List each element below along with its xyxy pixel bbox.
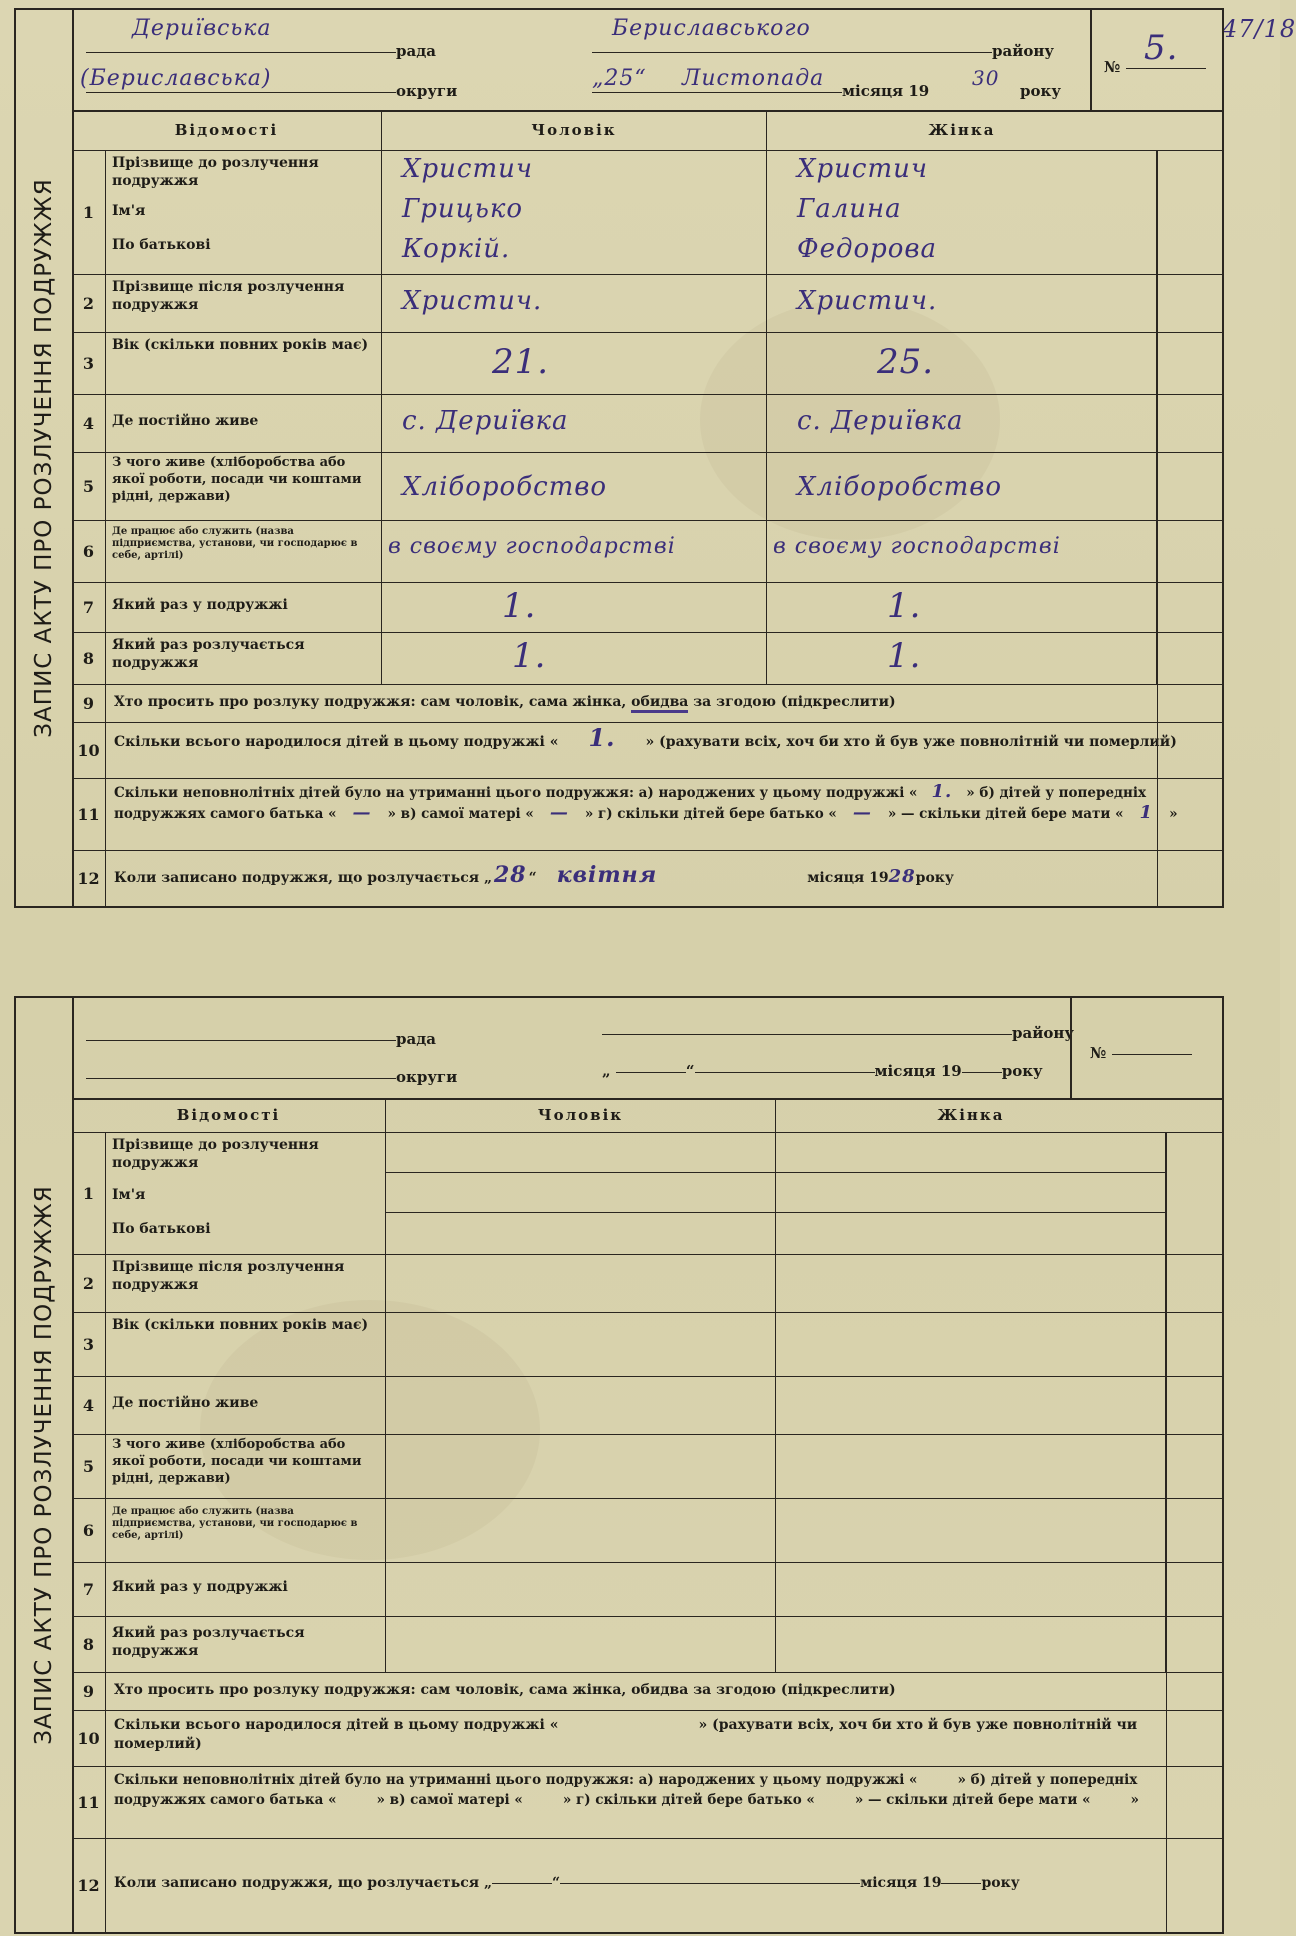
- q11-text-b: » б) дітей у попередніх подружжях самого батька «: [114, 785, 1147, 822]
- man-value: с. Дериївка: [402, 406, 569, 436]
- q11-value-d: —: [852, 802, 872, 823]
- form-header: [72, 10, 1222, 112]
- row-question: Який раз у подружжі: [106, 582, 382, 632]
- woman-cell: [776, 1434, 1166, 1498]
- archive-page-number: 47/18: [1222, 15, 1296, 43]
- q11-value-b: —: [352, 802, 372, 823]
- woman-cell: [776, 1616, 1166, 1672]
- man-cell: [386, 1562, 776, 1616]
- woman-cell: [767, 332, 1157, 394]
- woman-cell: [776, 1376, 1166, 1434]
- table-row: [72, 150, 1222, 275]
- q11-text-e: » — скільки дітей бере мати «: [854, 1792, 1091, 1808]
- column-header-man: Чоловік: [382, 110, 767, 150]
- man-surname: Христич: [402, 154, 534, 184]
- q9-underlined-answer: обидва: [631, 694, 688, 713]
- row-question: Який раз розлучається подружжя: [106, 632, 382, 684]
- q12-month-label: місяця 19: [807, 870, 889, 886]
- rada-label: рада: [396, 42, 436, 60]
- woman-cell: [776, 1312, 1166, 1376]
- woman-value: 1.: [887, 586, 922, 626]
- row-question: Вік (скільки повних років має): [106, 332, 382, 394]
- woman-value: с. Дериївка: [797, 406, 964, 436]
- row-number: 11: [72, 778, 106, 850]
- form-side-title: ЗАПИС АКТУ ПРО РОЗЛУЧЕННЯ ПОДРУЖЖЯ: [31, 178, 57, 738]
- record-number-box: [1090, 10, 1222, 110]
- table-row: [72, 452, 1222, 521]
- okrugy-label: округи: [396, 82, 458, 100]
- row-question: З чого живе (хліборобства або якої роботи, посади чи коштами рідні, держави): [106, 452, 382, 520]
- row-number: 9: [72, 1672, 106, 1710]
- column-header-woman: Жінка: [928, 121, 996, 139]
- row-number: 6: [72, 1498, 106, 1562]
- column-header-man: Чоловік: [386, 1098, 776, 1132]
- man-value: Хліборобство: [402, 472, 608, 502]
- column-header-woman: Жінка: [937, 1106, 1005, 1124]
- q11-text-d: » г) скільки дітей бере батько «: [584, 806, 837, 822]
- man-cell: [386, 1132, 776, 1254]
- table-row: [72, 1376, 1222, 1435]
- man-patronymic: Коркій.: [402, 234, 511, 264]
- man-first-name: Грицько: [402, 194, 524, 224]
- man-value: 1.: [512, 636, 547, 676]
- row-number: 9: [72, 684, 106, 722]
- column-header-row: [72, 1098, 1222, 1133]
- q12-quote: “: [528, 870, 537, 886]
- man-value: в своєму господарстві: [388, 534, 676, 559]
- table-row: [72, 1498, 1222, 1563]
- q11-text-b: » б) дітей у попередніх подружжях самого батька «: [114, 1772, 1138, 1808]
- row-question: З чого живе (хліборобства або якої роботи, посади чи коштами рідні, держави): [106, 1434, 386, 1498]
- row-question: [106, 684, 1222, 722]
- divorce-record-form-filled: [14, 8, 1224, 908]
- q10-text-end: » (рахувати всіх, хоч би хто й був уже повнолітній чи померлий): [645, 734, 1177, 750]
- table-row: [72, 1616, 1222, 1673]
- woman-cell: [767, 394, 1157, 452]
- roku-label: року: [1020, 82, 1061, 100]
- row-number: 6: [72, 520, 106, 582]
- q9-text: Хто просить про розлуку подружжя: сам чоловік, сама жінка,: [114, 694, 632, 710]
- q12-text: Коли записано подружжя, що розлучається „: [114, 1875, 492, 1891]
- column-header-row: [72, 110, 1222, 151]
- row-question: Який раз розлучається подружжя: [106, 1616, 386, 1672]
- table-row: [72, 632, 1222, 685]
- row-number: 3: [72, 332, 106, 394]
- row-number: 4: [72, 394, 106, 452]
- record-day-value: 28: [494, 862, 527, 888]
- row-number: 8: [72, 632, 106, 684]
- man-cell: [382, 452, 767, 520]
- table-row: [72, 274, 1222, 333]
- q9-text-end: за згодою (підкреслити): [688, 694, 896, 710]
- row-number: 3: [72, 1312, 106, 1376]
- row-question: [106, 778, 1222, 850]
- q12-year-label: року: [915, 870, 954, 886]
- raion-value: Бериславського: [612, 16, 811, 41]
- record-number-box: [1070, 998, 1222, 1098]
- table-row: [72, 582, 1222, 633]
- row-number: 11: [72, 1766, 106, 1838]
- table-row: [72, 850, 1222, 906]
- woman-cell: [776, 1254, 1166, 1312]
- man-value: 1.: [502, 586, 537, 626]
- row-question: [106, 1710, 1222, 1766]
- man-cell: [382, 394, 767, 452]
- quote-open: „: [602, 1062, 611, 1080]
- row-question: Де працює або служить (назва підприємства, установи, чи господарює в себе, артілі): [106, 520, 382, 582]
- row-number: 2: [72, 1254, 106, 1312]
- man-value: 21.: [492, 342, 550, 382]
- q11-value-e: 1: [1139, 802, 1154, 823]
- raionu-label: району: [1012, 1024, 1074, 1042]
- woman-cell: [767, 520, 1157, 582]
- number-label: №: [1090, 1044, 1107, 1062]
- woman-value: 1.: [887, 636, 922, 676]
- day-value: „25“: [592, 66, 647, 91]
- row-number: 5: [72, 452, 106, 520]
- q9-text: Хто просить про розлуку подружжя: сам чоловік, сама жінка, обидва за згодою (підкреслити): [114, 1682, 896, 1698]
- okrugy-value: (Бериславська): [80, 66, 272, 91]
- man-cell: [382, 274, 767, 332]
- row-question: Де працює або служить (назва підприємства, установи, чи господарює в себе, артілі): [106, 1498, 386, 1562]
- woman-surname: Христич: [797, 154, 929, 184]
- right-margin-line: [1157, 150, 1158, 906]
- q11-text-e: » — скільки дітей бере мати «: [887, 806, 1124, 822]
- table-row: [72, 778, 1222, 851]
- record-year-value: 28: [888, 866, 916, 887]
- q11-text-a: Скільки неповнолітніх дітей було на утриманні цього подружжя: а) народжених у цьому подружжі «: [114, 1772, 918, 1788]
- woman-cell: [767, 150, 1157, 274]
- patronymic-label: По батькові: [112, 1221, 211, 1237]
- form-side-strip: [16, 998, 74, 1932]
- man-cell: [386, 1616, 776, 1672]
- man-cell: [386, 1376, 776, 1434]
- table-row: [72, 684, 1222, 723]
- number-label: №: [1104, 58, 1121, 76]
- row-number: 10: [72, 1710, 106, 1766]
- table-row: [72, 1132, 1222, 1255]
- row-question: Де постійно живе: [106, 1376, 386, 1434]
- row-question: [106, 150, 382, 274]
- woman-cell: [767, 274, 1157, 332]
- man-cell: [382, 632, 767, 684]
- woman-cell: [767, 452, 1157, 520]
- surname-before-label: Прізвище до розлучення подружжя: [112, 155, 319, 189]
- q10-text: Скільки всього народилося дітей в цьому подружжі «: [114, 734, 559, 750]
- row-question: [106, 722, 1222, 778]
- number-value: 5.: [1144, 28, 1179, 68]
- misiatsia-label: місяця 19: [842, 82, 930, 100]
- q12-text: Коли записано подружжя, що розлучається „: [114, 870, 492, 886]
- rada-value: Дериївська: [132, 16, 272, 41]
- raionu-label: району: [992, 42, 1054, 60]
- row-number: 1: [72, 150, 106, 274]
- row-number: 1: [72, 1132, 106, 1254]
- man-cell: [386, 1254, 776, 1312]
- man-cell: [382, 150, 767, 274]
- year-value: 30: [972, 66, 1000, 90]
- okrugy-label: округи: [396, 1068, 458, 1086]
- children-born-value: 1.: [588, 723, 616, 752]
- column-header-info: Відомості: [72, 110, 382, 150]
- form-side-strip: [16, 10, 74, 906]
- table-row: [72, 1766, 1222, 1839]
- row-question: Вік (скільки повних років має): [106, 1312, 386, 1376]
- man-cell: [386, 1312, 776, 1376]
- misiatsia-label: місяця 19: [874, 1062, 962, 1080]
- row-number: 12: [72, 850, 106, 906]
- row-question: [106, 850, 1222, 906]
- row-number: 7: [72, 1562, 106, 1616]
- table-row: [72, 1562, 1222, 1617]
- row-number: 8: [72, 1616, 106, 1672]
- divorce-record-form-blank: [14, 996, 1224, 1934]
- table-row: [72, 1710, 1222, 1767]
- table-row: [72, 1434, 1222, 1499]
- roku-label: року: [1001, 1062, 1043, 1080]
- row-number: 12: [72, 1838, 106, 1932]
- woman-first-name: Галина: [797, 194, 902, 224]
- table-row: [72, 520, 1222, 583]
- table-row: [72, 1254, 1222, 1313]
- q12-year-label: року: [981, 1875, 1020, 1891]
- woman-cell: [776, 1498, 1166, 1562]
- woman-value: в своєму господарстві: [773, 534, 1061, 559]
- q12-month-label: місяця 19: [860, 1875, 942, 1891]
- man-cell: [382, 520, 767, 582]
- row-question: Який раз у подружжі: [106, 1562, 386, 1616]
- row-number: 5: [72, 1434, 106, 1498]
- woman-cell: [776, 1562, 1166, 1616]
- form-header: [72, 998, 1222, 1100]
- right-margin-line: [1166, 1132, 1167, 1932]
- q11-text-a: Скільки неповнолітніх дітей було на утриманні цього подружжя: а) народжених у цьому подружжі «: [114, 785, 918, 801]
- q11-text-c: » в) самої матері «: [376, 1792, 523, 1808]
- man-cell: [382, 582, 767, 632]
- row-question: Прізвище після розлучення подружжя: [106, 274, 382, 332]
- q11-text-d: » г) скільки дітей бере батько «: [562, 1792, 815, 1808]
- rada-label: рада: [396, 1030, 436, 1048]
- record-month-value: квітня: [556, 862, 658, 888]
- man-value: Христич.: [402, 286, 543, 316]
- row-question: Прізвище після розлучення подружжя: [106, 1254, 386, 1312]
- table-row: [72, 394, 1222, 453]
- woman-value: 25.: [877, 342, 935, 382]
- q11-text-f: »: [1130, 1792, 1139, 1808]
- q10-text-end: » (рахувати всіх, хоч би хто й був уже повнолітній чи померлий): [114, 1717, 1138, 1752]
- man-cell: [386, 1434, 776, 1498]
- q12-quote: “: [552, 1875, 561, 1891]
- table-row: [72, 722, 1222, 779]
- patronymic-label: По батькові: [112, 237, 211, 253]
- month-value: Листопада: [682, 66, 825, 91]
- row-number: 2: [72, 274, 106, 332]
- woman-patronymic: Федорова: [797, 234, 938, 264]
- row-number: 10: [72, 722, 106, 778]
- row-question: [106, 1132, 386, 1254]
- column-header-info: Відомості: [72, 1098, 386, 1132]
- woman-cell: [767, 632, 1157, 684]
- woman-cell: [767, 582, 1157, 632]
- row-question: Де постійно живе: [106, 394, 382, 452]
- man-cell: [382, 332, 767, 394]
- form-side-title: ЗАПИС АКТУ ПРО РОЗЛУЧЕННЯ ПОДРУЖЖЯ: [31, 1185, 57, 1745]
- woman-cell: [776, 1132, 1166, 1254]
- surname-before-label: Прізвище до розлучення подружжя: [112, 1137, 319, 1171]
- q10-text: Скільки всього народилося дітей в цьому подружжі «: [114, 1717, 559, 1733]
- q11-text-c: » в) самої матері «: [387, 806, 534, 822]
- row-number: 7: [72, 582, 106, 632]
- quote-close: “: [685, 1062, 695, 1080]
- table-row: [72, 1312, 1222, 1377]
- row-question: [106, 1672, 1222, 1710]
- first-name-label: Ім'я: [112, 203, 146, 219]
- woman-value: Христич.: [797, 286, 938, 316]
- row-question: [106, 1766, 1222, 1838]
- row-question: [106, 1838, 1222, 1932]
- row-number: 4: [72, 1376, 106, 1434]
- woman-value: Хліборобство: [797, 472, 1003, 502]
- q11-value-a: 1.: [931, 781, 953, 802]
- table-row: [72, 1672, 1222, 1711]
- q11-value-c: —: [549, 802, 569, 823]
- first-name-label: Ім'я: [112, 1187, 146, 1203]
- table-row: [72, 1838, 1222, 1932]
- q11-text-f: »: [1169, 806, 1178, 822]
- table-row: [72, 332, 1222, 395]
- man-cell: [386, 1498, 776, 1562]
